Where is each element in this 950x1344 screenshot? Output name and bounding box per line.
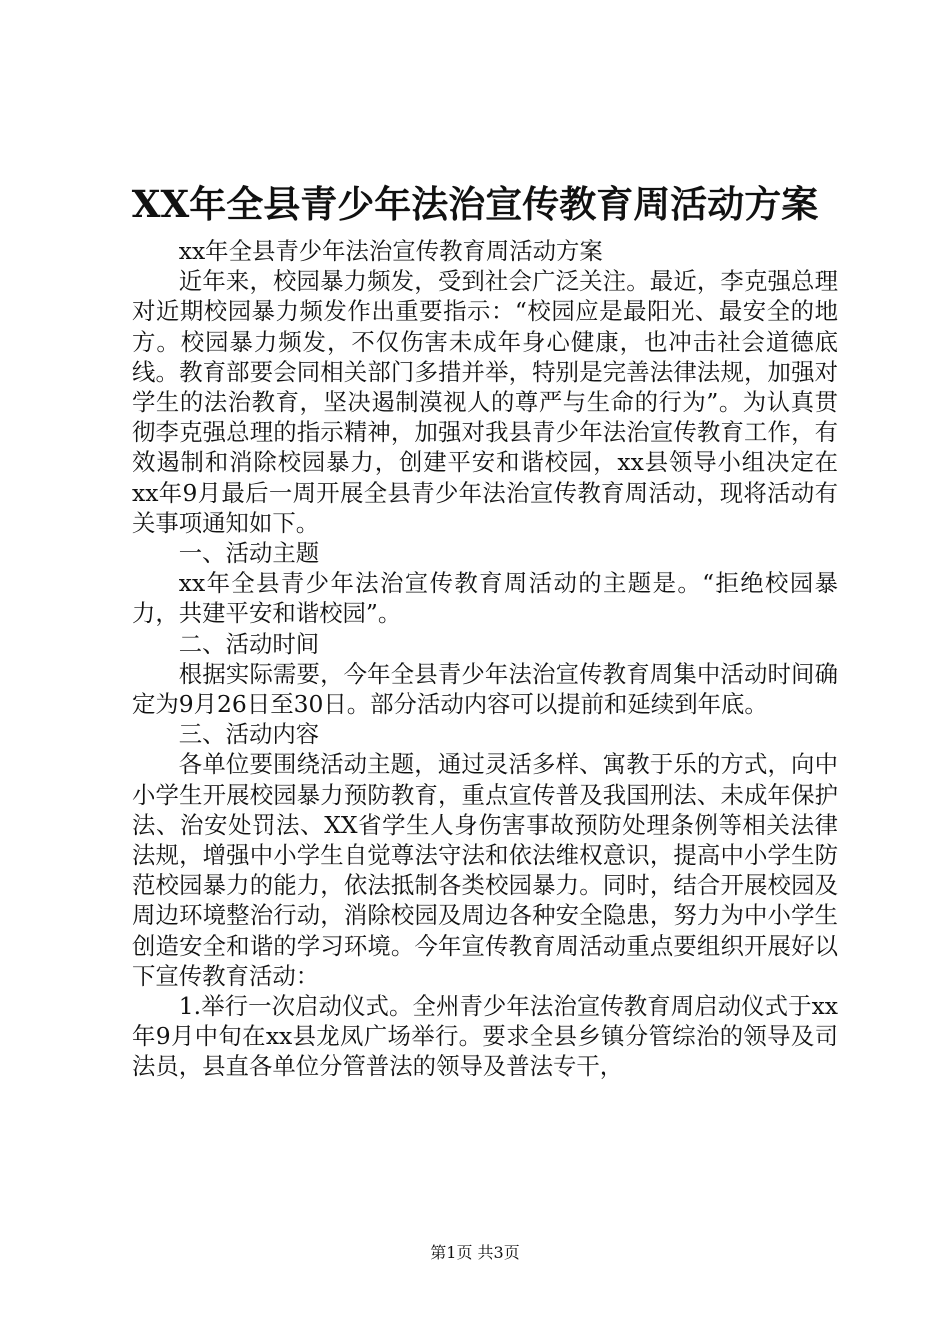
page-footer: 第1页 共3页 [430, 1243, 520, 1262]
paragraph-activity-time: 根据实际需要，今年全县青少年法治宣传教育周集中活动时间确定为9月26日至30日。部分活动内容可以提前和延续到年底。 [132, 659, 838, 719]
document-subtitle: xx年全县青少年法治宣传教育周活动方案 [178, 237, 603, 265]
paragraph-intro: 近年来，校园暴力频发，受到社会广泛关注。最近，李克强总理对近期校园暴力频发作出重要指示：“校园应是最阳光、最安全的地方。校园暴力频发，不仅伤害未成年身心健康，也冲击社会道德底线。教育部要会同相关部门多措并举，特别是完善法律法规，加强对学生的法治教育，坚决遏制漠视人的尊严与生命的行为”。为认真贯彻李克强总理的指示精神，加强对我县青少年法治宣传教育工作，有效遏制和消除校园暴力，创建平安和谐校园，xx县领导小组决定在xx年9月最后一周开展全县青少年法治宣传教育周活动，现将活动有关事项通知如下。 [132, 267, 838, 537]
heading-activity-theme: 一、活动主题 [178, 539, 320, 568]
document-body [132, 236, 838, 1082]
paragraph-activity-content: 各单位要围绕活动主题，通过灵活多样、寓教于乐的方式，向中小学生开展校园暴力预防教育，重点宣传普及我国刑法、未成年保护法、治安处罚法、XX省学生人身伤害事故预防处理条例等相关法律法规，增强中小学生自觉尊法守法和依法维权意识，提高中小学生防范校园暴力的能力，依法抵制各类校园暴力。同时，结合开展校园及周边环境整治行动，消除校园及周边各种安全隐患，努力为中小学生创造安全和谐的学习环境。今年宣传教育周活动重点要组织开展好以下宣传教育活动： [132, 750, 838, 990]
paragraph-activity-theme: xx年全县青少年法治宣传教育周活动的主题是。“拒绝校园暴力，共建平安和谐校园”。 [132, 569, 838, 628]
paragraph-launch-ceremony: 1.举行一次启动仪式。全州青少年法治宣传教育周启动仪式于xx年9月中旬在xx县龙凤广场举行。要求全县乡镇分管综治的领导及司法员，县直各单位分管普法的领导及普法专干， [132, 992, 838, 1081]
document-title: XX年全县青少年法治宣传教育周活动方案 [131, 182, 819, 226]
heading-activity-content: 三、活动内容 [178, 720, 320, 749]
heading-activity-time: 二、活动时间 [178, 629, 320, 658]
